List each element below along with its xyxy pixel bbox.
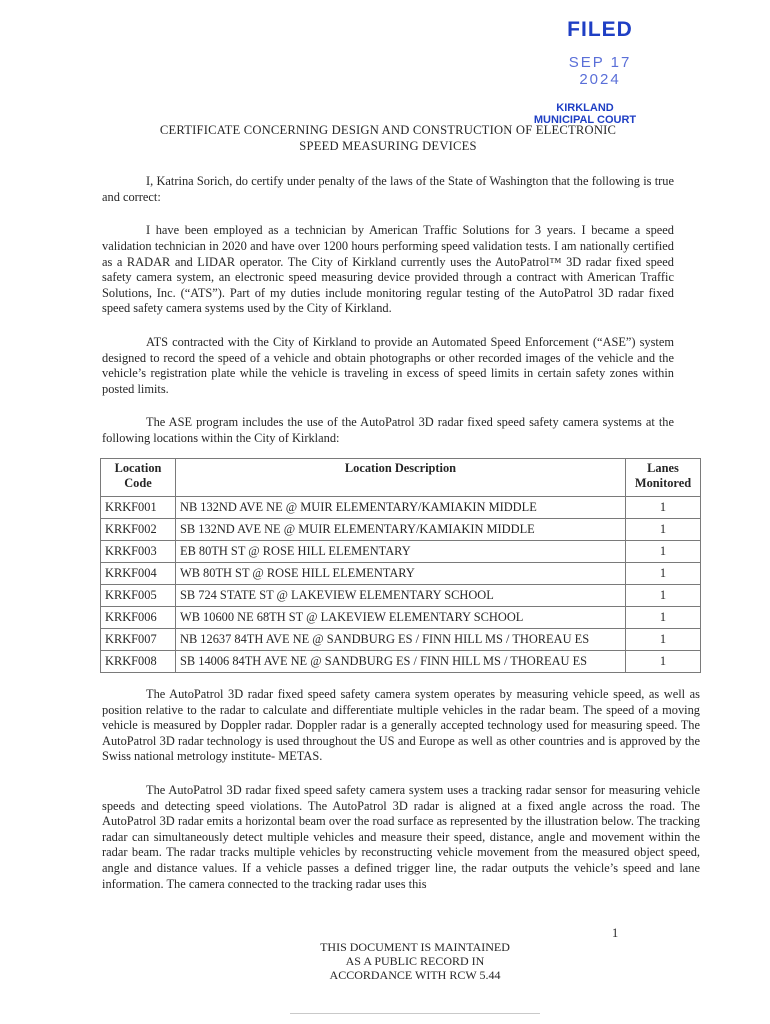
location-code: KRKF007 xyxy=(101,629,176,651)
table-row xyxy=(101,651,701,673)
footer-line-3: ACCORDANCE WITH RCW 5.44 xyxy=(329,968,501,982)
stamp-filed-text: FILED xyxy=(567,18,633,41)
lanes-monitored: 1 xyxy=(626,541,701,563)
paragraph-radar-operation: The AutoPatrol 3D radar fixed speed safety camera system operates by measuring vehicle speed, as well as position relative to the radar to calculate and differentiate multiple vehicles in the radar beam. The speed of a moving vehicle is measured by Doppler radar. Doppler radar is a generally accepted technology used for measuring speed. The AutoPatrol 3D radar technology is used throughout the US and Europe as well as other countries and is approved by the Swiss national metrology institute- METAS. xyxy=(102,687,700,764)
lanes-monitored: 1 xyxy=(626,585,701,607)
table-header-row xyxy=(101,459,701,497)
stamp-date: SEP 17 2024 xyxy=(568,54,632,88)
table-row xyxy=(101,519,701,541)
location-description: EB 80TH ST @ ROSE HILL ELEMENTARY xyxy=(176,541,626,563)
lanes-monitored: 1 xyxy=(626,629,701,651)
lanes-monitored: 1 xyxy=(626,519,701,541)
header-lanes-monitored: Lanes Monitored xyxy=(626,459,701,497)
document-title xyxy=(82,123,694,154)
table-row xyxy=(101,563,701,585)
location-description: WB 10600 NE 68TH ST @ LAKEVIEW ELEMENTARY SCHOOL xyxy=(176,607,626,629)
filed-stamp xyxy=(515,18,655,126)
location-code: KRKF008 xyxy=(101,651,176,673)
location-code: KRKF001 xyxy=(101,497,176,519)
table-row xyxy=(101,629,701,651)
location-description: SB 724 STATE ST @ LAKEVIEW ELEMENTARY SCHOOL xyxy=(176,585,626,607)
header-location-description: Location Description xyxy=(176,459,626,497)
location-description: NB 132ND AVE NE @ MUIR ELEMENTARY/KAMIAKIN MIDDLE xyxy=(176,497,626,519)
table-row xyxy=(101,497,701,519)
stamp-court-line1: KIRKLAND xyxy=(556,102,614,114)
scan-divider-line xyxy=(290,1013,540,1014)
paragraph-certification: I, Katrina Sorich, do certify under penalty of the laws of the State of Washington that the following is true and correct: xyxy=(102,174,674,204)
paragraph-employment: I have been employed as a technician by American Traffic Solutions for 3 years. I became a speed validation technician in 2020 and have over 1200 hours performing speed validation tests. I am nationally certified as a RADAR and LIDAR operator. The City of Kirkland currently uses the AutoPatrol™ 3D radar fixed speed safety camera system, an electronic speed measuring device provided through a contract with American Traffic Solutions, Inc. (“ATS”). Part of my duties include monitoring regular testing of the AutoPatrol 3D radar fixed speed safety camera systems used by the City of Kirkland. xyxy=(102,223,674,316)
locations-table xyxy=(100,458,701,673)
title-line-1: CERTIFICATE CONCERNING DESIGN AND CONSTRUCTION OF ELECTRONIC xyxy=(159,123,617,137)
location-description: WB 80TH ST @ ROSE HILL ELEMENTARY xyxy=(176,563,626,585)
table-row xyxy=(101,541,701,563)
location-description: NB 12637 84TH AVE NE @ SANDBURG ES / FINN HILL MS / THOREAU ES xyxy=(176,629,626,651)
footer-line-2: AS A PUBLIC RECORD IN xyxy=(345,954,485,968)
location-description: SB 132ND AVE NE @ MUIR ELEMENTARY/KAMIAKIN MIDDLE xyxy=(176,519,626,541)
stamp-court-line2: MUNICIPAL COURT xyxy=(533,114,637,126)
lanes-monitored: 1 xyxy=(626,607,701,629)
lanes-monitored: 1 xyxy=(626,563,701,585)
document-body xyxy=(102,123,674,447)
paragraph-tracking-radar: The AutoPatrol 3D radar fixed speed safety camera system uses a tracking radar sensor for measuring vehicle speeds and detecting speed violations. The AutoPatrol 3D radar is aligned at a fixed angle across the road. The AutoPatrol 3D radar emits a horizontal beam over the road surface as represented by the illustration below. The tracking radar can simultaneously detect multiple vehicles and measure their speed, distance, angle and movement within the radar beam. The radar tracks multiple vehicles by reconstructing vehicle movement from the measured object speed, angle and distance values. If a vehicle passes a defined trigger line, the radar outputs the vehicle’s speed and lane information. The camera connected to the tracking radar uses this xyxy=(102,782,700,891)
location-code: KRKF004 xyxy=(101,563,176,585)
public-record-footer xyxy=(290,940,540,982)
location-code: KRKF005 xyxy=(101,585,176,607)
table-row xyxy=(101,585,701,607)
lanes-monitored: 1 xyxy=(626,497,701,519)
location-code: KRKF006 xyxy=(101,607,176,629)
document-body-lower xyxy=(102,687,700,892)
page-number: 1 xyxy=(612,926,619,940)
title-line-2: SPEED MEASURING DEVICES xyxy=(299,138,477,153)
header-location-code: Location Code xyxy=(101,459,176,497)
lanes-monitored: 1 xyxy=(626,651,701,673)
footer-line-1: THIS DOCUMENT IS MAINTAINED xyxy=(320,940,510,954)
paragraph-locations-intro: The ASE program includes the use of the AutoPatrol 3D radar fixed speed safety camera systems at the following locations within the City of Kirkland: xyxy=(102,415,674,445)
location-code: KRKF003 xyxy=(101,541,176,563)
paragraph-ase-contract: ATS contracted with the City of Kirkland to provide an Automated Speed Enforcement (“ASE”) system designed to record the speed of a vehicle and obtain photographs or other recorded images of the vehicle and the vehicle’s registration plate while the vehicle is traveling in excess of speed limits in certain safety zones within posted limits. xyxy=(102,334,674,396)
location-description: SB 14006 84TH AVE NE @ SANDBURG ES / FINN HILL MS / THOREAU ES xyxy=(176,651,626,673)
location-code: KRKF002 xyxy=(101,519,176,541)
table-row xyxy=(101,607,701,629)
